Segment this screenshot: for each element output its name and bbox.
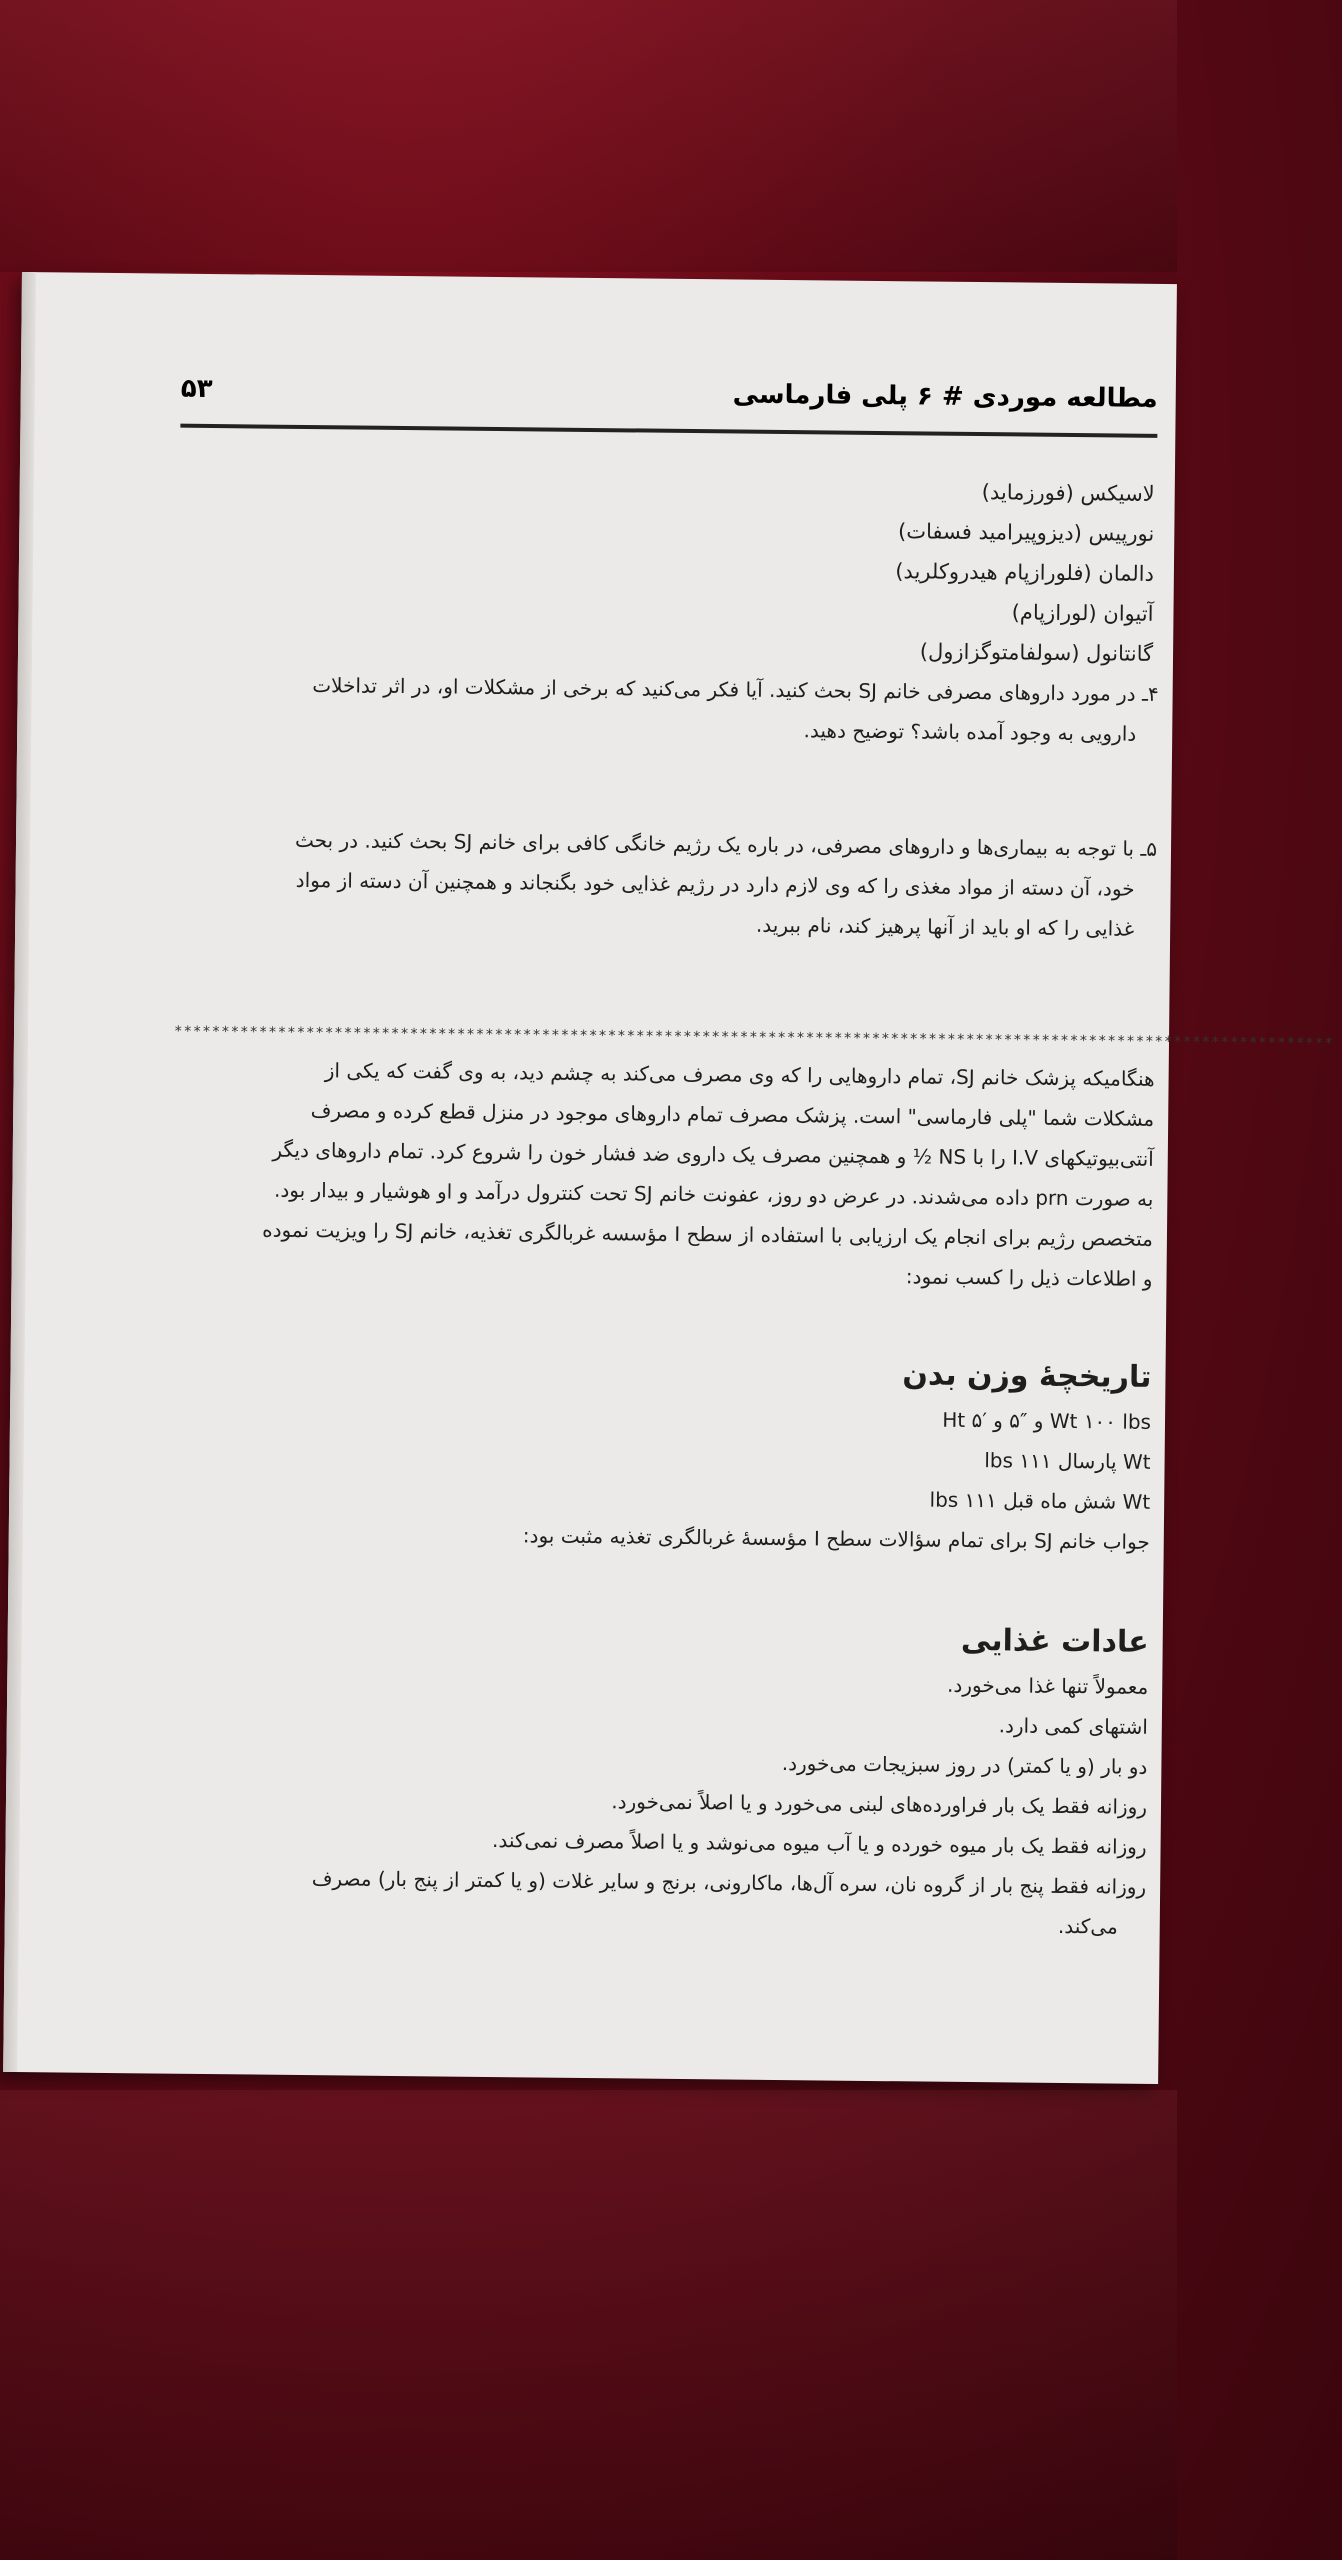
narrative-line: به صورت prn داده می‌شدند. در عرض دو روز، عفونت خانم SJ تحت کنترول درآمد و او هوشیار و بیدار بود. bbox=[273, 1177, 1154, 1211]
section-separator: *************************************************************************************************************************** bbox=[173, 1023, 1334, 1052]
narrative bbox=[141, 1048, 1154, 1299]
eating-habit-line: روزانه فقط یک بار فراورده‌های لبنی می‌خورد و یا اصلاً نمی‌خورد. bbox=[611, 1789, 1148, 1819]
narrative-line: هنگامیکه پزشک خانم SJ، تمام داروهایی را که وی مصرف می‌کند به چشم دید، به وی گفت که یکی از bbox=[324, 1058, 1155, 1091]
drug-item: لاسیکس (فورزماید) bbox=[981, 480, 1155, 506]
weight-history-line: Wt ۱۰۰ lbs و ″۵ و ′۵ Ht bbox=[942, 1407, 1152, 1434]
question-5 bbox=[145, 818, 1157, 949]
cloth-background-top bbox=[0, 0, 1177, 272]
weight-history-line: جواب خانم SJ برای تمام سؤالات سطح I مؤسسهٔ غربالگری تغذیه مثبت بود: bbox=[522, 1523, 1150, 1554]
question-5-line: ۵ـ با توجه به بیماری‌ها و داروهای مصرفی، در باره یک رژیم خانگی کافی برای خانم SJ بحث کنید. در بحث bbox=[294, 827, 1158, 861]
narrative-line: آنتی‌بیوتیکهای I.V را با NS ½ و همچنین مصرف یک داروی ضد فشار خون را شروع کرد. تمام داروهای دیگر bbox=[272, 1137, 1154, 1171]
weight-history-heading: تاریخچهٔ وزن بدن bbox=[902, 1357, 1152, 1395]
drug-item: نورپیس (دیزوپیرامید فسفات) bbox=[897, 519, 1155, 546]
weight-history-section bbox=[139, 1343, 1152, 1562]
book-page bbox=[3, 272, 1334, 2084]
eating-habit-line: معمولاً تنها غذا می‌خورد. bbox=[946, 1672, 1149, 1699]
weight-history-line: Wt شش ماه قبل ۱۱۱ lbs bbox=[929, 1487, 1151, 1514]
eating-habits-heading: عادات غذایی bbox=[960, 1622, 1149, 1660]
question-5-line: خود، آن دسته از مواد مغذی را که وی لازم دارد در رژیم غذایی خود بگنجاند و همچنین آن دسته از مواد bbox=[295, 867, 1135, 901]
eating-habits-section bbox=[135, 1608, 1149, 1947]
question-4 bbox=[147, 663, 1159, 754]
cloth-background-bottom bbox=[0, 2090, 1177, 2560]
narrative-line: متخصص رژیم برای انجام یک ارزیابی با استفاده از سطح I مؤسسه غربالگری تغذیه، خانم SJ را ویزیت نموده bbox=[262, 1217, 1154, 1251]
eating-habit-line: می‌کند. bbox=[1057, 1913, 1118, 1939]
question-5-line: غذایی را که او باید از آنها پرهیز کند، نام ببرید. bbox=[755, 912, 1135, 941]
eating-habit-line: روزانه فقط یک بار میوه خورده و یا آب میوه می‌نوشد و یا اصلاً مصرف نمی‌کند. bbox=[491, 1828, 1147, 1859]
drug-item: گانتانول (سولفامتوگزازول) bbox=[919, 639, 1154, 666]
eating-habit-line: روزانه فقط پنج بار از گروه نان، سره آل‌ها، ماکارونی، برنج و سایر غلات (و یا کمتر از پنج بار) مصرف bbox=[311, 1866, 1147, 1899]
header-title: مطالعه موردی # ۶ پلی فارماسی bbox=[732, 379, 1158, 414]
question-4-line: ۴ـ در مورد داروهای مصرفی خانم SJ بحث کنید. آیا فکر می‌کنید که برخی از مشکلات او، در اثر تداخلات bbox=[312, 673, 1159, 706]
narrative-line: و اطلاعات ذیل را کسب نمود: bbox=[905, 1264, 1153, 1291]
narrative-line: مشکلات شما "پلی فارماسی" است. پزشک مصرف تمام داروهای موجود در منزل قطع کرده و مصرف bbox=[310, 1098, 1155, 1131]
drug-list bbox=[168, 464, 1155, 674]
eating-habit-line: دو بار (و یا کمتر) در روز سبزیجات می‌خورد. bbox=[781, 1751, 1148, 1779]
page-number: ۵۳ bbox=[180, 373, 213, 405]
page-edge bbox=[3, 272, 36, 2072]
eating-habit-line: اشتهای کمی دارد. bbox=[998, 1713, 1148, 1739]
question-4-line: دارویی به وجود آمده باشد؟ توضیح دهید. bbox=[803, 718, 1137, 746]
drug-item: دالمان (فلورازپام هیدروکلرید) bbox=[895, 559, 1155, 586]
drug-item: آتیوان (لورازپام) bbox=[1011, 600, 1154, 626]
weight-history-line: Wt پارسال ۱۱۱ lbs bbox=[984, 1448, 1151, 1474]
